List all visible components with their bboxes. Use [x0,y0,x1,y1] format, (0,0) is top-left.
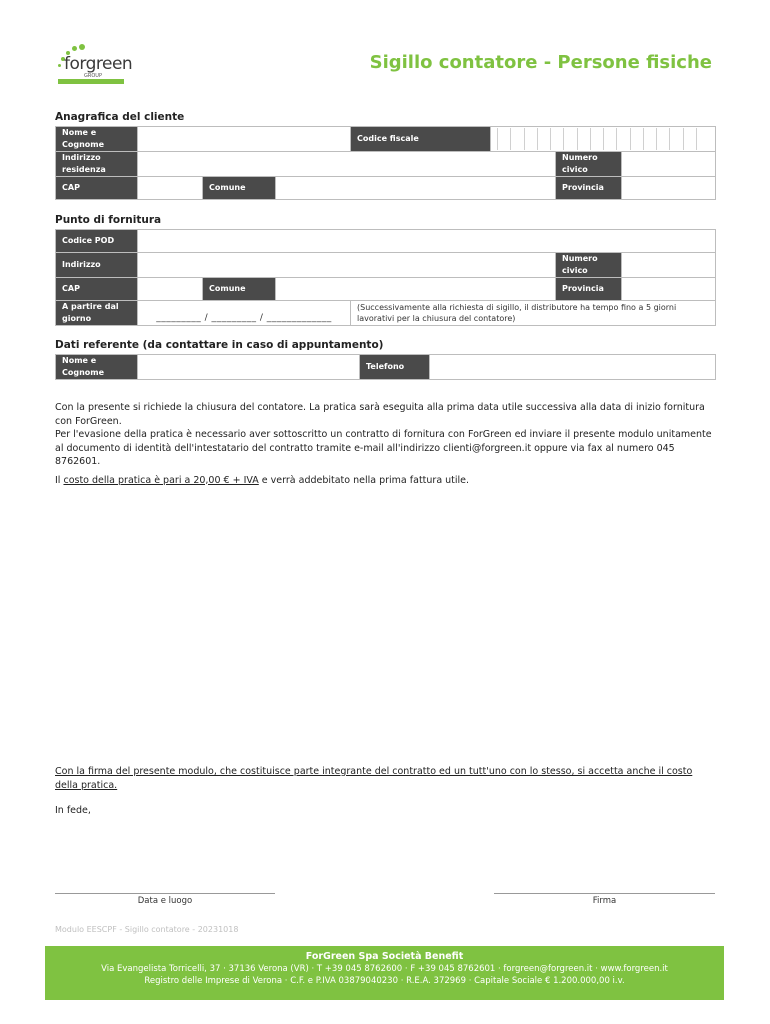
label-firma: Firma [592,896,617,906]
section-title-anagrafica: Anagrafica del cliente [55,111,185,123]
nome-cognome-field[interactable] [138,127,351,152]
date-field[interactable] [138,301,351,326]
telefono-field[interactable] [430,355,716,380]
numero-civico-field[interactable] [622,152,716,177]
label-cap: CAP [56,278,138,301]
referente-table [55,354,716,380]
label-numero-civico: Numero civico [556,152,622,177]
data-luogo-line[interactable] [55,893,275,894]
fornitura-table [55,229,716,326]
paragraph-costo: Il costo della pratica è pari a 20,00 € + IVA e verrà addebitato nella prima fattura utile. [55,474,470,486]
label-comune: Comune [203,177,276,200]
logo-bar [58,79,124,84]
label-provincia: Provincia [556,278,622,301]
comune-field[interactable] [276,177,556,200]
in-fede: In fede, [55,805,91,816]
footer [45,946,724,1000]
fornitura-note: (Successivamente alla richiesta di sigillo, il distributore ha tempo fino a 5 giorni lavorativi per la chiusura del contatore) [351,301,716,326]
label-a-partire: A partire dal giorno [56,301,138,326]
comune-field[interactable] [276,278,556,301]
cap-field[interactable] [138,278,203,301]
label-codice-fiscale: Codice fiscale [351,127,491,152]
page-title: Sigillo contatore - Persone fisiche [369,52,712,73]
label-data-luogo: Data e luogo [137,896,193,906]
codice-fiscale-boxes [497,128,709,150]
costo-link: costo della pratica è pari a 20,00 € + IVA [63,474,259,486]
forgreen-logo [52,42,132,86]
codice-fiscale-field[interactable] [491,127,716,152]
section-title-referente: Dati referente (da contattare in caso di appuntamento) [55,339,384,351]
indirizzo-residenza-field[interactable] [138,152,556,177]
logo-sub: GROUP [84,73,102,79]
label-numero-civico: Numero civico [556,253,622,278]
footer-registry: Registro delle Imprese di Verona · C.F. e P.IVA 03879040230 · R.E.A. 372969 · Capitale Sociale € 1.200.000,00 i.v. [144,976,625,986]
label-referente-nome: Nome e Cognome [56,355,138,380]
section-title-fornitura: Punto di fornitura [55,214,162,226]
label-provincia: Provincia [556,177,622,200]
modulo-code: Modulo EESCPF - Sigillo contatore - 20231018 [55,925,239,934]
label-telefono: Telefono [360,355,430,380]
label-indirizzo-residenza: Indirizzo residenza [56,152,138,177]
label-indirizzo: Indirizzo [56,253,138,278]
logo-word: forgreen [64,54,133,74]
paragraph-richiesta: Con la presente si richiede la chiusura del contatore. La pratica sarà eseguita alla prima data utile successiva alla data di inizio fornitura con ForGreen. [55,402,705,427]
paragraph-evasione: Per l'evasione della pratica è necessario aver sottoscritto un contratto di fornitura con ForGreen ed inviare il presente modulo unitamente al documento di identità dell'intestatario del contratto tramite e-mail all'indirizzo clienti@forgreen.it oppure via fax al numero 045 8762601. [55,429,712,467]
indirizzo-field[interactable] [138,253,556,278]
firma-paragraph-block [55,765,715,818]
label-codice-pod: Codice POD [56,230,138,253]
provincia-field[interactable] [622,177,716,200]
provincia-field[interactable] [622,278,716,301]
footer-company: ForGreen Spa Società Benefit [305,951,464,962]
label-nome-cognome: Nome e Cognome [56,127,138,152]
numero-civico-field[interactable] [622,253,716,278]
label-comune: Comune [203,278,276,301]
referente-nome-field[interactable] [138,355,360,380]
anagrafica-table [55,126,716,200]
firma-line[interactable] [494,893,715,894]
cap-field[interactable] [138,177,203,200]
date-placeholder: _________ / _________ / _____________ [156,313,332,323]
footer-address: Via Evangelista Torricelli, 37 · 37136 Verona (VR) · T +39 045 8762600 · F +39 045 8762601 · forgreen@forgreen.it · www.forgreen.it [101,964,668,974]
paragraph-firma: Con la firma del presente modulo, che costituisce parte integrante del contratto ed un tutt'uno con lo stesso, si accetta anche il costo della pratica. [55,766,693,791]
label-cap: CAP [56,177,138,200]
body-paragraphs [55,401,715,487]
codice-pod-field[interactable] [138,230,716,253]
